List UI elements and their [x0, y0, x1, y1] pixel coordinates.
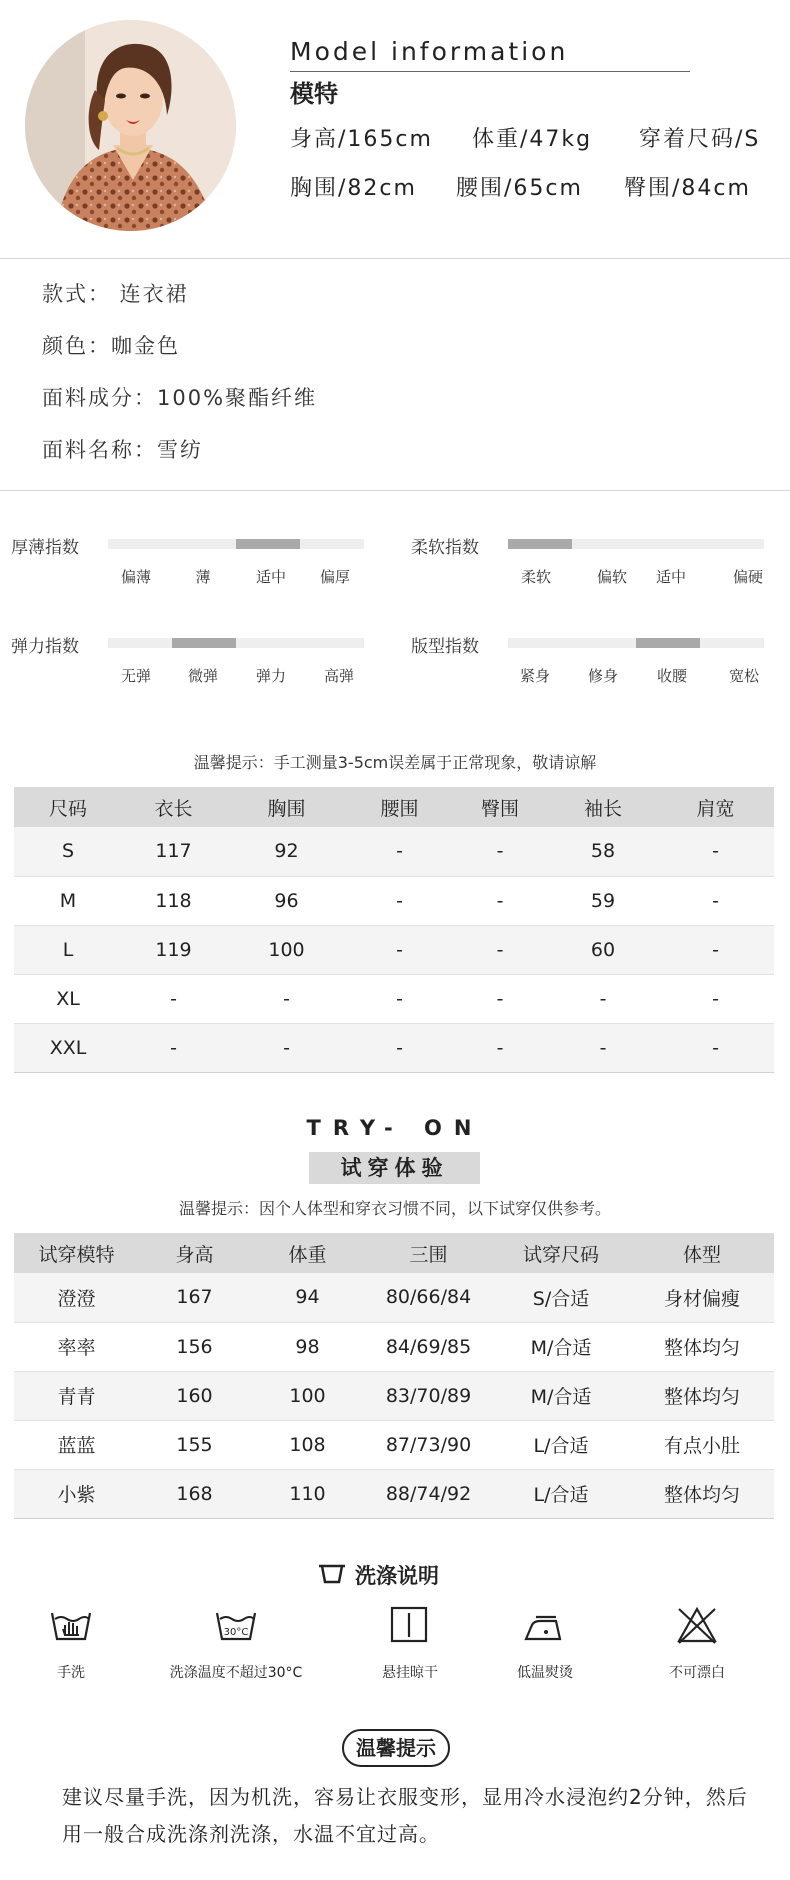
tryon-table-cell: 168 [139, 1469, 250, 1518]
size-table-cell: - [657, 925, 774, 974]
tryon-table-cell: M/合适 [492, 1322, 630, 1371]
tryon-table-cell: 98 [250, 1322, 365, 1371]
tryon-table-cell: 青青 [14, 1371, 139, 1420]
size-header-cell: 尺码 [14, 787, 122, 827]
tryon-table-header [14, 1233, 774, 1273]
elasticity-option: 高弹 [323, 667, 355, 685]
tryon-title: TRY- ON [306, 1116, 484, 1140]
size-table-cell: - [657, 827, 774, 876]
tryon-table-cell: 88/74/92 [365, 1469, 492, 1518]
model-photo-illustration [25, 20, 236, 231]
size-table-cell: - [451, 827, 549, 876]
tryon-table-cell: M/合适 [492, 1371, 630, 1420]
tryon-table-cell: 整体均匀 [630, 1469, 774, 1518]
elasticity-option: 无弹 [120, 667, 152, 685]
model-hip: 臀围/84cm [624, 176, 751, 201]
size-header-cell: 臀围 [451, 787, 549, 827]
size-table-cell: - [657, 1023, 774, 1072]
size-table-cell: 96 [225, 876, 348, 925]
attr-style: 款式： 连衣裙 [42, 282, 189, 306]
tryon-table-cell: 84/69/85 [365, 1322, 492, 1371]
thickness-option: 薄 [195, 568, 211, 586]
hand-wash-label: 手洗 [57, 1665, 85, 1681]
tryon-table-cell: L/合适 [492, 1420, 630, 1469]
elasticity-index-label: 弹力指数 [11, 637, 79, 657]
table-row [14, 925, 774, 974]
hang-dry-icon [387, 1605, 431, 1645]
thickness-scale [108, 539, 364, 549]
tips-badge: 温馨提示 [342, 1729, 450, 1767]
size-table-cell: - [348, 827, 451, 876]
attr-fabric-name: 面料名称：雪纺 [42, 438, 203, 462]
elasticity-scale-marker [172, 638, 236, 648]
thickness-option: 偏薄 [120, 568, 152, 586]
hand-wash-icon [49, 1605, 93, 1645]
model-height: 身高/165cm [290, 127, 433, 152]
tryon-table-cell: 94 [250, 1273, 365, 1322]
size-table-cell: - [225, 1023, 348, 1072]
wash-temp-label: 洗涤温度不超过30°C [169, 1665, 303, 1681]
size-table-cell: XXL [14, 1023, 122, 1072]
tryon-table-cell: 整体均匀 [630, 1322, 774, 1371]
tryon-table-cell: 小紫 [14, 1469, 139, 1518]
softness-index-label: 柔软指数 [411, 538, 479, 558]
wash-30-icon [214, 1605, 258, 1645]
tryon-subtitle: 试穿体验 [309, 1152, 480, 1184]
size-table-cell: 92 [225, 827, 348, 876]
size-table-cell: - [122, 1023, 225, 1072]
fit-option: 宽松 [728, 667, 760, 685]
fit-scale-marker [636, 638, 700, 648]
size-table-cell: 58 [549, 827, 657, 876]
tryon-table [14, 1233, 774, 1519]
tryon-table-cell: 身材偏瘦 [630, 1273, 774, 1322]
thickness-option: 适中 [255, 568, 287, 586]
size-table-cell: - [225, 974, 348, 1023]
size-table-cell: 117 [122, 827, 225, 876]
tryon-table-cell: 80/66/84 [365, 1273, 492, 1322]
size-header-cell: 胸围 [225, 787, 348, 827]
low-iron-icon [522, 1607, 566, 1647]
size-table-cell: - [657, 974, 774, 1023]
size-table-cell: - [451, 876, 549, 925]
tryon-table-cell: 160 [139, 1371, 250, 1420]
tryon-table-cell: 167 [139, 1273, 250, 1322]
tryon-table-cell: 87/73/90 [365, 1420, 492, 1469]
model-size: 穿着尺码/S [639, 127, 761, 152]
model-weight: 体重/47kg [472, 127, 593, 152]
size-table-cell: - [451, 925, 549, 974]
thickness-scale-marker [236, 539, 300, 549]
tryon-table-cell: 110 [250, 1469, 365, 1518]
tryon-header-cell: 试穿尺码 [492, 1233, 630, 1273]
table-row [14, 1469, 774, 1518]
size-table-cell: 59 [549, 876, 657, 925]
size-header-cell: 腰围 [348, 787, 451, 827]
size-table-cell: 60 [549, 925, 657, 974]
size-table [14, 787, 774, 1073]
fit-option: 紧身 [519, 667, 551, 685]
softness-option: 柔软 [520, 568, 552, 586]
table-row [14, 1371, 774, 1420]
thickness-index-label: 厚薄指数 [11, 538, 79, 558]
size-table-cell: - [451, 974, 549, 1023]
size-header-cell: 肩宽 [657, 787, 774, 827]
size-table-cell: 118 [122, 876, 225, 925]
section-divider [0, 258, 790, 259]
table-row [14, 1273, 774, 1322]
tryon-note: 温馨提示：因个人体型和穿衣习惯不同，以下试穿仅供参考。 [178, 1199, 611, 1218]
size-table-cell: - [122, 974, 225, 1023]
size-table-header [14, 787, 774, 827]
tryon-table-cell: 有点小肚 [630, 1420, 774, 1469]
tryon-table-cell: 100 [250, 1371, 365, 1420]
model-waist: 腰围/65cm [456, 176, 583, 201]
model-section [0, 0, 790, 258]
size-table-cell: - [657, 876, 774, 925]
wash-title [355, 1560, 439, 1590]
softness-scale [508, 539, 764, 549]
no-bleach-icon [675, 1605, 719, 1645]
tips-line-1: 建议尽量手洗，因为机洗，容易让衣服变形，显用冷水浸泡约2分钟，然后 [62, 1785, 748, 1809]
tryon-table-cell: 108 [250, 1420, 365, 1469]
no-bleach-label: 不可漂白 [669, 1665, 725, 1681]
tryon-header-cell: 试穿模特 [14, 1233, 139, 1273]
size-table-cell: XL [14, 974, 122, 1023]
size-table-cell: - [348, 1023, 451, 1072]
tryon-table-cell: 83/70/89 [365, 1371, 492, 1420]
fit-index-label: 版型指数 [411, 637, 479, 657]
low-iron-label: 低温熨烫 [517, 1665, 573, 1681]
size-table-cell: - [348, 925, 451, 974]
size-table-cell: - [348, 876, 451, 925]
elasticity-option: 弹力 [255, 667, 287, 685]
section-divider [0, 490, 790, 491]
tryon-table-cell: 整体均匀 [630, 1371, 774, 1420]
tryon-table-cell: 156 [139, 1322, 250, 1371]
tryon-table-cell: L/合适 [492, 1469, 630, 1518]
size-table-cell: 119 [122, 925, 225, 974]
tryon-table-cell: 蓝蓝 [14, 1420, 139, 1469]
fit-scale [508, 638, 764, 648]
size-header-cell: 袖长 [549, 787, 657, 827]
fit-option: 修身 [587, 667, 619, 685]
softness-option: 偏软 [596, 568, 628, 586]
tryon-table-cell: 澄澄 [14, 1273, 139, 1322]
tryon-table-cell: 155 [139, 1420, 250, 1469]
model-info-title: Model information [290, 37, 569, 66]
model-photo [25, 20, 236, 231]
tryon-table-cell: S/合适 [492, 1273, 630, 1322]
fit-option: 收腰 [656, 667, 688, 685]
softness-scale-marker [508, 539, 572, 549]
size-table-cell: S [14, 827, 122, 876]
table-row [14, 1023, 774, 1072]
size-note: 温馨提示：手工测量3-5cm误差属于正常现象，敬请谅解 [193, 753, 597, 772]
table-row [14, 974, 774, 1023]
elasticity-scale [108, 638, 364, 648]
size-table-cell: - [451, 1023, 549, 1072]
attr-color: 颜色：咖金色 [42, 334, 180, 358]
softness-option: 偏硬 [732, 568, 764, 586]
table-row [14, 1322, 774, 1371]
tryon-header-cell: 体型 [630, 1233, 774, 1273]
table-row [14, 1420, 774, 1469]
model-bust: 胸围/82cm [290, 176, 417, 201]
title-underline [290, 71, 690, 72]
size-table-cell: - [549, 974, 657, 1023]
size-table-cell: - [348, 974, 451, 1023]
model-label: 模特 [290, 80, 338, 108]
elasticity-option: 微弹 [187, 667, 219, 685]
table-row [14, 876, 774, 925]
tryon-header-cell: 身高 [139, 1233, 250, 1273]
hang-dry-label: 悬挂晾干 [382, 1665, 438, 1681]
softness-option: 适中 [655, 568, 687, 586]
basin-icon [317, 1562, 347, 1586]
wash-title-text: 洗涤说明 [355, 1564, 439, 1588]
size-table-cell: - [549, 1023, 657, 1072]
wash-30-icon-text: 30°C [223, 1627, 249, 1638]
size-table-cell: 100 [225, 925, 348, 974]
attr-composition: 面料成分：100%聚酯纤维 [42, 386, 318, 410]
size-table-cell: M [14, 876, 122, 925]
size-table-cell: L [14, 925, 122, 974]
thickness-option: 偏厚 [319, 568, 351, 586]
table-row [14, 827, 774, 876]
size-header-cell: 衣长 [122, 787, 225, 827]
tryon-table-cell: 率率 [14, 1322, 139, 1371]
tryon-header-cell: 体重 [250, 1233, 365, 1273]
tips-line-2: 用一般合成洗涤剂洗涤，水温不宜过高。 [62, 1822, 440, 1846]
tryon-header-cell: 三围 [365, 1233, 492, 1273]
